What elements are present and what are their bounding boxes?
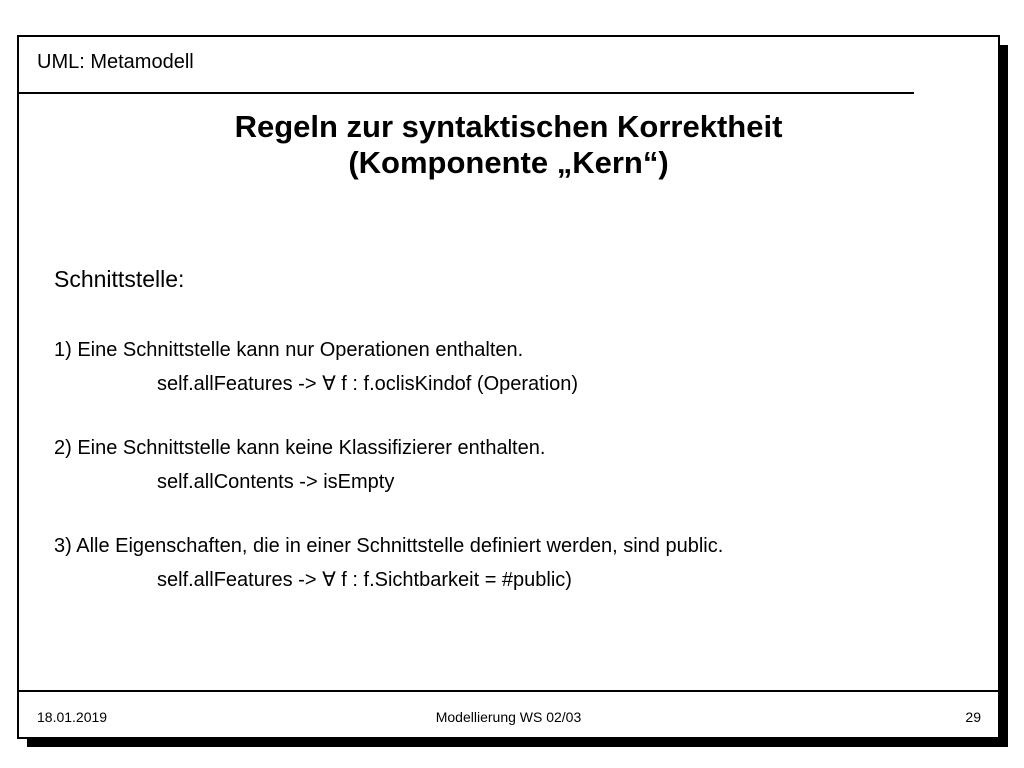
- rule-2-text: 2) Eine Schnittstelle kann keine Klassifizierer enthalten.: [54, 437, 546, 459]
- footer-page-number: 29: [965, 709, 981, 725]
- rule-1-text: 1) Eine Schnittstelle kann nur Operationen enthalten.: [54, 339, 524, 361]
- header-divider: [19, 92, 914, 94]
- rule-3-formula: self.allFeatures -> ∀ f : f.Sichtbarkeit = #public): [157, 569, 572, 591]
- rule-3-text: 3) Alle Eigenschaften, die in einer Schnittstelle definiert werden, sind public.: [54, 535, 724, 557]
- slide-frame: [17, 35, 1000, 739]
- slide-title: [19, 109, 998, 181]
- header-title: UML: Metamodell: [37, 51, 194, 73]
- rule-2-formula: self.allContents -> isEmpty: [157, 471, 395, 493]
- footer-divider: [19, 690, 998, 692]
- slide-title-line-2: (Komponente „Kern“): [348, 145, 669, 180]
- footer-date: 18.01.2019: [37, 709, 108, 725]
- section-heading: Schnittstelle:: [54, 266, 185, 292]
- rule-1-formula: self.allFeatures -> ∀ f : f.oclisKindof (Operation): [157, 373, 579, 395]
- slide-title-line-1: Regeln zur syntaktischen Korrektheit: [234, 109, 783, 144]
- footer-course-title: Modellierung WS 02/03: [435, 709, 582, 725]
